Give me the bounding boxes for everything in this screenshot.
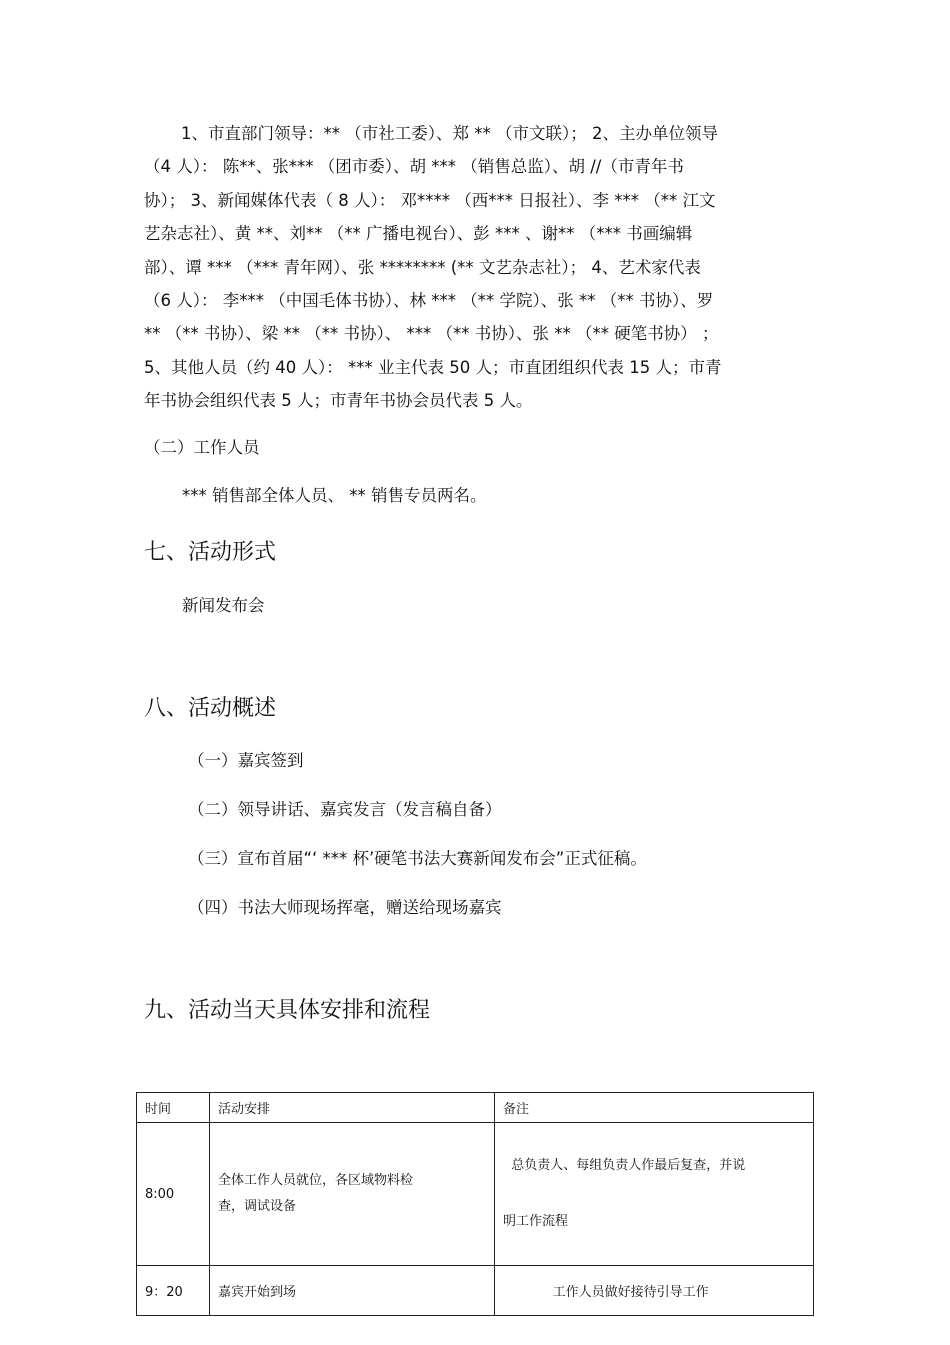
paragraph-line: ** （** 书协）、梁 ** （** 书协）、 *** （** 书协）、张 ** （** 硬笔书协） ； xyxy=(144,324,719,344)
header-cell-time: 时间 xyxy=(137,1093,210,1123)
overview-item: （二）领导讲话、嘉宾发言（发言稿自备） xyxy=(188,800,502,819)
section7-text: 新闻发布会 xyxy=(182,596,265,615)
staff-heading: （二）工作人员 xyxy=(144,438,260,457)
cell-line: 总负责人、每组负责人作最后复查，并说 xyxy=(503,1158,746,1173)
paragraph-line: 1、市直部门领导：** （市社工委）、郑 ** （市文联）； 2、主办单位领导 xyxy=(181,124,718,143)
attendees-paragraph xyxy=(144,117,804,418)
header-cell-note: 备注 xyxy=(495,1093,814,1123)
section9-heading: 九、活动当天具体安排和流程 xyxy=(144,998,431,1023)
cell-note xyxy=(495,1123,814,1266)
paragraph-line: 艺杂志社）、黄 **、刘** （** 广播电视台）、彭 *** 、谢** （*** 书画编辑 xyxy=(144,224,693,244)
paragraph-line: 协）； 3、新闻媒体代表（ 8 人）： 邓**** （西*** 日报社）、李 *** （** 江文 xyxy=(144,190,716,210)
cell-line: 查，调试设备 xyxy=(218,1199,297,1214)
table-header-row xyxy=(137,1093,814,1123)
cell-line: 嘉宾开始到场 xyxy=(218,1285,297,1300)
cell-line: 全体工作人员就位，各区域物料检 xyxy=(218,1173,414,1188)
section7-heading: 七、活动形式 xyxy=(144,540,277,565)
cell-activity xyxy=(210,1266,495,1316)
paragraph-line: （4 人）： 陈**、张*** （团市委）、胡 *** （销售总监）、胡 //（市青年书 xyxy=(144,157,684,177)
overview-item: （四）书法大师现场挥毫，赠送给现场嘉宾 xyxy=(188,898,502,917)
paragraph-line: 部）、谭 *** （*** 青年网）、张 ******** (** 文艺杂志社）； 4、艺术家代表 xyxy=(144,257,701,277)
cell-time: 8:00 xyxy=(137,1123,210,1266)
overview-item: （三）宣布首届“‘ *** 杯’硬笔书法大赛新闻发布会”正式征稿。 xyxy=(188,849,647,868)
schedule-table xyxy=(136,1092,814,1316)
cell-line: 工作人员做好接待引导工作 xyxy=(536,1285,709,1300)
cell-line: 明工作流程 xyxy=(503,1214,569,1229)
table-row xyxy=(137,1123,814,1266)
paragraph-line: （6 人）： 李*** （中国毛体书协）、林 *** （** 学院）、张 ** （** 书协）、罗 xyxy=(144,291,714,311)
cell-time: 9：20 xyxy=(137,1266,210,1316)
paragraph-line: 5、其他人员（约 40 人）： *** 业主代表 50 人；市直团组织代表 15 人；市青 xyxy=(144,357,722,377)
section8-heading: 八、活动概述 xyxy=(144,696,277,721)
cell-note xyxy=(495,1266,814,1316)
table-row xyxy=(137,1266,814,1316)
cell-activity xyxy=(210,1123,495,1266)
overview-item: （一）嘉宾签到 xyxy=(188,751,304,770)
staff-text: *** 销售部全体人员、 ** 销售专员两名。 xyxy=(182,486,487,505)
header-cell-activity: 活动安排 xyxy=(210,1093,495,1123)
paragraph-line: 年书协会组织代表 5 人；市青年书协会员代表 5 人。 xyxy=(144,391,533,411)
